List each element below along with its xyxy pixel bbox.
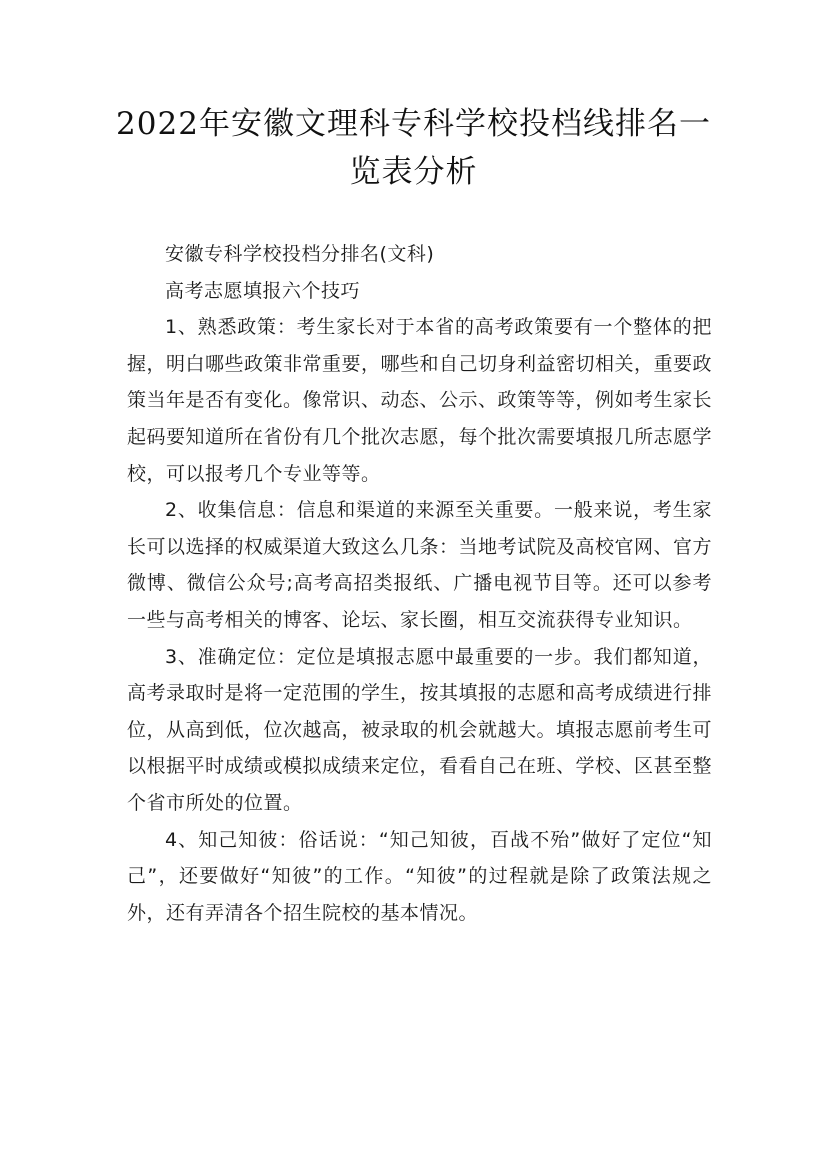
- paragraph-tips-heading: 高考志愿填报六个技巧: [165, 279, 361, 302]
- paragraph-tip-2: 2、收集信息：信息和渠道的来源至关重要。一般来说，考生家长可以选择的权威渠道大致这么几条：当地考试院及高校官网、官方微博、微信公众号;高考高招类报纸、广播电视节目等。还可以参考一些与高考相关的博客、论坛、家长圈，相互交流获得专业知识。: [127, 499, 713, 631]
- paragraph-tip-4: 4、知己知彼：俗话说：“知己知彼，百战不殆”做好了定位“知己”，还要做好“知彼”的工作。“知彼”的过程就是除了政策法规之外，还有弄清各个招生院校的基本情况。: [127, 828, 712, 924]
- paragraph-section-heading: 安徽专科学校投档分排名(文科): [165, 243, 435, 265]
- document-body: [127, 236, 712, 931]
- document-title: 2022年安徽文理科专科学校投档线排名一览表分析: [116, 106, 711, 190]
- paragraph-tip-3: 3、准确定位：定位是填报志愿中最重要的一步。我们都知道，高考录取时是将一定范围的学生，按其填报的志愿和高考成绩进行排位，从高到低，位次越高，被录取的机会就越大。填报志愿前考生可以根据平时成绩或模拟成绩来定位，看看自己在班、学校、区甚至整个省市所处的位置。: [127, 645, 713, 814]
- paragraph-tip-1: 1、熟悉政策：考生家长对于本省的高考政策要有一个整体的把握，明白哪些政策非常重要，哪些和自己切身利益密切相关，重要政策当年是否有变化。像常识、动态、公示、政策等等，例如考生家长起码要知道所在省份有几个批次志愿，每个批次需要填报几所志愿学校，可以报考几个专业等等。: [127, 316, 713, 485]
